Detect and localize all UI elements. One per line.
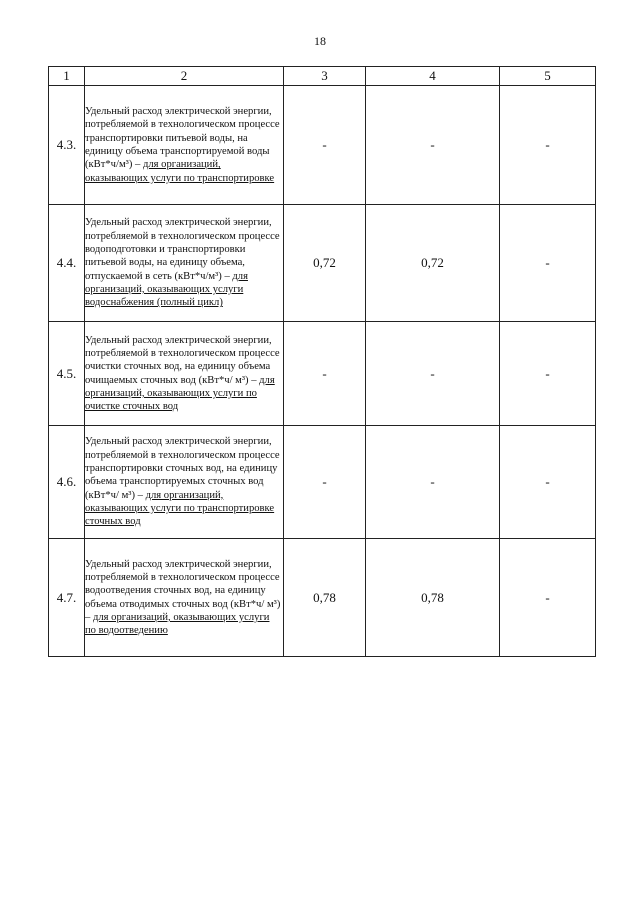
value-col4: 0,78 (366, 539, 500, 657)
table-row (49, 426, 596, 539)
row-description (85, 426, 284, 539)
row-description (85, 86, 284, 205)
value-col4: - (366, 322, 500, 426)
row-number: 4.4. (49, 205, 85, 322)
table-row (49, 205, 596, 322)
column-header-1: 1 (49, 67, 85, 86)
row-number: 4.5. (49, 322, 85, 426)
value-col4: - (366, 86, 500, 205)
row-number: 4.3. (49, 86, 85, 205)
value-col3: - (284, 322, 366, 426)
table-row (49, 322, 596, 426)
description-scope: для организаций, оказывающих услуги по водоотведению (85, 611, 270, 637)
value-col3: - (284, 426, 366, 539)
value-col5: - (500, 86, 596, 205)
table-row (49, 539, 596, 657)
description-text: Удельный расход электрической энергии, потребляемой в технологическом процессе очистки сточных вод, на единицу объема очищаемых сточных вод (кВт*ч/ м³) – (85, 334, 280, 386)
row-number: 4.6. (49, 426, 85, 539)
row-description (85, 539, 284, 657)
description-text: Удельный расход электрической энергии, потребляемой в технологическом процессе транспортировки сточных вод, на единицу объема транспортируемых сточных вод (кВт*ч/ м³) – (85, 436, 280, 501)
description-text: Удельный расход электрической энергии, потребляемой в технологическом процессе водоотведения сточных вод, на единицу объема отводимых сточных вод (кВт*ч/ м³) – (85, 558, 281, 623)
description-scope: для организаций, оказывающих услуги по очистке сточных вод (85, 374, 275, 413)
value-col5: - (500, 426, 596, 539)
value-col5: - (500, 539, 596, 657)
description-scope: для организаций, оказывающих услуги по транспортировке сточных вод (85, 489, 275, 528)
column-header-3: 3 (284, 67, 366, 86)
table-header-row (49, 67, 596, 86)
table-row (49, 86, 596, 205)
value-col3: 0,72 (284, 205, 366, 322)
row-number: 4.7. (49, 539, 85, 657)
value-col4: 0,72 (366, 205, 500, 322)
page-number: 18 (314, 34, 326, 48)
description-scope: для организаций, оказывающих услуги по транспортировке (85, 159, 275, 184)
description-text: Удельный расход электрической энергии, потребляемой в технологическом процессе транспортировки питьевой воды, на единицу объема транспортируемой воды (кВт*ч/м³) – (85, 106, 280, 171)
indicators-table (48, 66, 596, 657)
column-header-4: 4 (366, 67, 500, 86)
row-description (85, 205, 284, 322)
column-header-5: 5 (500, 67, 596, 86)
description-text: Удельный расход электрической энергии, потребляемой в технологическом процессе водоподготовки и транспортировки питьевой воды, на единицу объема, отпускаемой в сеть (кВт*ч/м³) – (85, 217, 280, 282)
value-col3: - (284, 86, 366, 205)
value-col5: - (500, 205, 596, 322)
column-header-2: 2 (85, 67, 284, 86)
row-description (85, 322, 284, 426)
value-col5: - (500, 322, 596, 426)
value-col3: 0,78 (284, 539, 366, 657)
description-scope: для организаций, оказывающих услуги водоснабжения (полный цикл) (85, 270, 248, 309)
value-col4: - (366, 426, 500, 539)
